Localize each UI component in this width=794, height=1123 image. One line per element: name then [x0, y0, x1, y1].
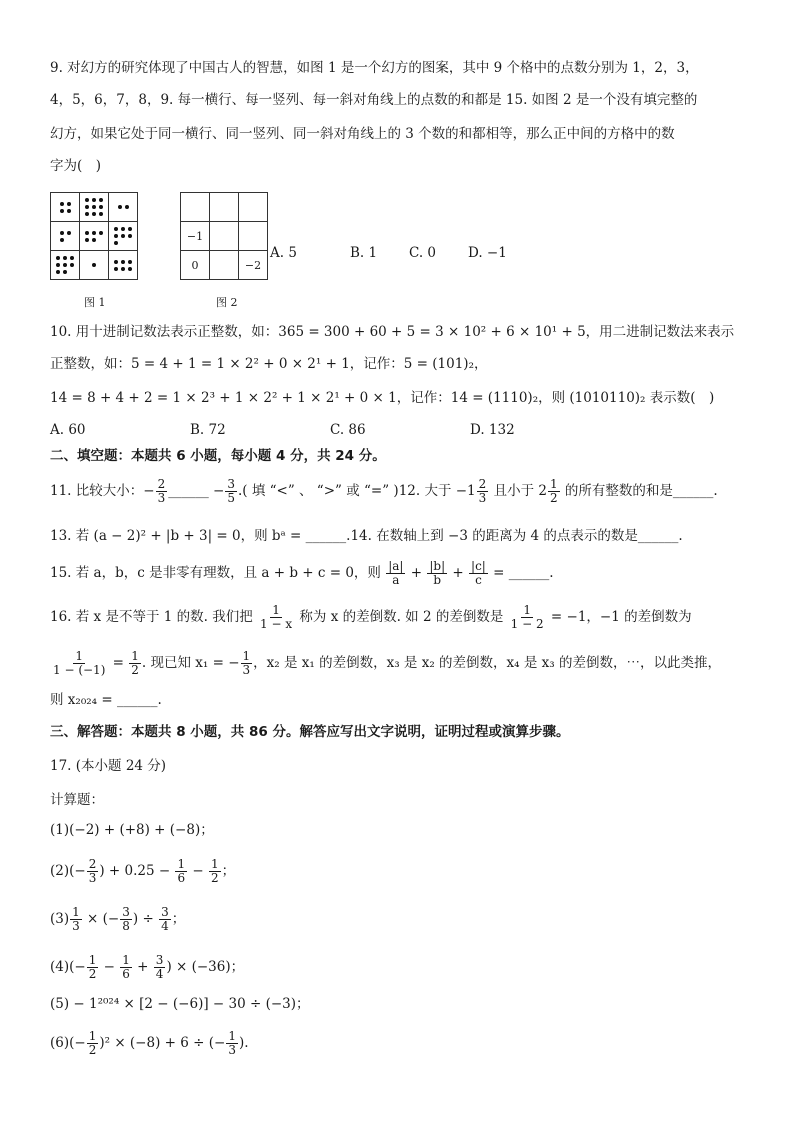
- dot: [114, 234, 118, 238]
- text: −: [188, 863, 209, 879]
- denominator: 4: [155, 967, 164, 981]
- dot-cell: [109, 193, 138, 222]
- number-cell: −2: [239, 251, 268, 280]
- text: −: [99, 959, 120, 975]
- q10-option-c: C. 86: [330, 422, 366, 438]
- dot-group: [109, 227, 137, 245]
- dot: [114, 241, 118, 245]
- q15-line: 15. 若 a，b，c 是非零有理数，且 a + b + c = 0，则 $\frac{|a|}{a}$ + $\frac{|b|}{b}$ + $\frac{|c|}{c}$ = ______.: [50, 559, 554, 587]
- q15-fraction-b: [427, 560, 447, 587]
- numerator: 1: [72, 905, 80, 919]
- q12-prefix: 12. 大于 −1: [398, 483, 476, 499]
- denominator: 1 − (−1): [53, 663, 106, 677]
- numerator: 1: [122, 953, 130, 967]
- q15-suffix: = ______.: [488, 565, 554, 581]
- dot-group: [80, 263, 108, 267]
- text: ；: [171, 911, 186, 927]
- magic-square-row: [181, 222, 268, 251]
- dot: [67, 209, 71, 213]
- numerator: 1: [75, 649, 83, 663]
- figure-2-magic-square: [180, 192, 268, 280]
- text: (6)(−: [50, 1035, 86, 1051]
- dot-group: [51, 202, 79, 213]
- dot: [99, 198, 103, 202]
- dot: [56, 256, 60, 260]
- dot: [128, 260, 132, 264]
- fraction: [87, 954, 99, 981]
- q11-mid: ______ −: [168, 483, 225, 499]
- denominator: 2: [131, 663, 139, 677]
- magic-square-row: [51, 222, 138, 251]
- dot: [99, 231, 103, 235]
- dot: [60, 209, 64, 213]
- denominator: 3: [228, 1043, 236, 1057]
- dot: [63, 256, 67, 260]
- dot: [70, 256, 74, 260]
- numerator: 1: [211, 857, 219, 871]
- q17-part-1: (1)(−2) + (+8) + (−8)；: [50, 822, 214, 838]
- number-cell: 0: [181, 251, 210, 280]
- numerator: |b|: [429, 559, 446, 573]
- dot: [85, 231, 89, 235]
- q17-title: 17. (本小题 24 分): [50, 758, 167, 774]
- dot: [121, 227, 125, 231]
- denominator: 2: [549, 491, 558, 505]
- text: × (−: [82, 911, 120, 927]
- q12-fraction-1: [477, 478, 489, 505]
- section-3-heading: 三、解答题：本题共 8 小题，共 86 分。解答应写出文字说明，证明过程或演算步骤。: [50, 724, 570, 740]
- dot: [60, 202, 64, 206]
- q17-part-6: [50, 1030, 249, 1057]
- dot: [99, 212, 103, 216]
- q9-option-c: C. 0: [409, 245, 437, 261]
- dot-cell: [80, 222, 109, 251]
- dot: [125, 205, 129, 209]
- dot: [85, 212, 89, 216]
- q16-fraction-neg1: [51, 650, 107, 677]
- q9-option-d: D. −1: [468, 245, 507, 261]
- fraction: [159, 906, 171, 933]
- dot-cell: [51, 251, 80, 280]
- dot: [121, 267, 125, 271]
- q17-part-3: [50, 906, 185, 933]
- dot-cell: [80, 193, 109, 222]
- numerator: 1: [523, 603, 531, 617]
- denominator: 4: [161, 919, 169, 933]
- number-cell: [210, 251, 239, 280]
- q16-line1: [50, 604, 692, 631]
- q11-fraction-1: [156, 478, 168, 505]
- dot: [114, 260, 118, 264]
- numerator: 3: [155, 953, 164, 967]
- figure-2-caption: 图 2: [216, 296, 238, 309]
- denominator: 8: [122, 919, 130, 933]
- text: +: [132, 959, 153, 975]
- dot-cell: [80, 251, 109, 280]
- dot-group: [109, 205, 137, 209]
- dot: [92, 231, 96, 235]
- numerator: 1: [549, 477, 558, 491]
- dot: [128, 267, 132, 271]
- q16-line2: [50, 650, 721, 677]
- fraction: [70, 906, 82, 933]
- text: ) ÷: [132, 911, 159, 927]
- q9-line1: 9. 对幻方的研究体现了中国古人的智慧，如图 1 是一个幻方的图案，其中 9 个格中的点数分别为 1，2，3，: [50, 60, 699, 76]
- q17-part-4: [50, 954, 244, 981]
- numerator: 2: [157, 477, 166, 491]
- dot: [60, 231, 64, 235]
- q13-q14-line: [50, 526, 683, 546]
- dot: [63, 263, 67, 267]
- q9-option-a: A. 5: [270, 245, 297, 261]
- dot-cell: [109, 222, 138, 251]
- figure-1-magic-square: [50, 192, 138, 280]
- q11-suffix: .( 填 “<” 、 “>” 或 “=” ): [237, 483, 399, 499]
- denominator: 5: [227, 491, 235, 505]
- denominator: 1 − x: [260, 617, 293, 631]
- q16-fraction-reciprocal: [258, 604, 294, 631]
- q10-option-b: B. 72: [190, 422, 226, 438]
- text: ) + 0.25 −: [99, 863, 175, 879]
- dot: [85, 238, 89, 242]
- dot: [114, 267, 118, 271]
- q16-fraction-example: [509, 604, 546, 631]
- dot: [85, 198, 89, 202]
- dot: [92, 263, 96, 267]
- q10-line2: 正整数，如：5 = 4 + 1 = 1 × 2² + 0 × 2¹ + 1，记作：5 = (101)₂，: [50, 356, 488, 372]
- numerator: 3: [227, 477, 235, 491]
- numerator: 2: [88, 857, 97, 871]
- numerator: 1: [242, 649, 251, 663]
- q16-text-eq: =: [108, 655, 129, 671]
- dot: [118, 205, 122, 209]
- text: )² × (−8) + 6 ÷ (−: [99, 1035, 226, 1051]
- fraction: [226, 1030, 238, 1057]
- numerator: 3: [122, 905, 130, 919]
- magic-square-row: [181, 193, 268, 222]
- denominator: 3: [157, 491, 166, 505]
- number-cell: [239, 193, 268, 222]
- dot: [92, 238, 96, 242]
- dot: [114, 227, 118, 231]
- magic-square-row: [51, 251, 138, 280]
- denominator: 2: [88, 967, 97, 981]
- denominator: 3: [242, 663, 251, 677]
- denominator: 3: [72, 919, 80, 933]
- dot: [92, 198, 96, 202]
- text: (3): [50, 911, 70, 927]
- q16-line3: 则 x₂₀₂₄ = ______.: [50, 692, 162, 708]
- denominator: c: [475, 573, 482, 587]
- dot: [56, 270, 60, 274]
- denominator: 6: [122, 967, 130, 981]
- section-2-heading: 二、填空题：本题共 6 小题，每小题 4 分，共 24 分。: [50, 448, 386, 464]
- fraction: [154, 954, 166, 981]
- denominator: 2: [88, 1043, 97, 1057]
- dot: [92, 205, 96, 209]
- dot: [60, 238, 64, 242]
- number-cell: [210, 222, 239, 251]
- numerator: 1: [228, 1029, 236, 1043]
- dot-cell: [109, 251, 138, 280]
- denominator: b: [433, 573, 442, 587]
- denominator: 2: [211, 871, 219, 885]
- magic-square-row: [51, 193, 138, 222]
- q17-subtitle: 计算题：: [50, 792, 104, 808]
- q14-text: 14. 在数轴上到 −3 的距离为 4 的点表示的数是______.: [350, 528, 683, 544]
- dot-group: [51, 256, 79, 274]
- q12-suffix: 的所有整数的和是______.: [560, 483, 718, 499]
- numerator: 2: [478, 477, 487, 491]
- fraction: [120, 954, 132, 981]
- q9-line3: 幻方，如果它处于同一横行、同一竖列、同一斜对角线上的 3 个数的和都相等，那么正中间的方格中的数: [50, 126, 675, 142]
- q15-prefix: 15. 若 a，b，c 是非零有理数，且 a + b + c = 0，则: [50, 565, 386, 581]
- number-cell: [181, 193, 210, 222]
- dot: [121, 234, 125, 238]
- q10-line1: 10. 用十进制记数法表示正整数，如：365 = 300 + 60 + 5 = 3 × 10² + 6 × 10¹ + 5，用二进制记数法来表示: [50, 324, 735, 340]
- dot: [67, 231, 71, 235]
- numerator: |a|: [388, 559, 404, 573]
- dot: [128, 234, 132, 238]
- q15-fraction-a: [386, 560, 405, 587]
- dot-group: [80, 231, 108, 242]
- number-cell: [210, 193, 239, 222]
- denominator: 3: [478, 491, 487, 505]
- q10-line3: 14 = 8 + 4 + 2 = 1 × 2³ + 1 × 2² + 1 × 2¹ + 0 × 1，记作：14 = (1110)₂，则 (1010110)₂ 表示数( ): [50, 390, 715, 406]
- fraction: [120, 906, 132, 933]
- numerator: 1: [131, 649, 139, 663]
- q10-option-d: D. 132: [470, 422, 515, 438]
- text: ).: [238, 1035, 249, 1051]
- denominator: a: [392, 573, 400, 587]
- dot-group: [109, 260, 137, 271]
- q17-part-5: (5) − 1²⁰²⁴ × [2 − (−6)] − 30 ÷ (−3)；: [50, 996, 310, 1012]
- number-cell: [239, 222, 268, 251]
- numerator: |c|: [471, 559, 486, 573]
- numerator: 1: [88, 953, 97, 967]
- q9-option-b: B. 1: [350, 245, 378, 261]
- dot: [63, 270, 67, 274]
- q16-text-a: 16. 若 x 是不等于 1 的数. 我们把: [50, 609, 258, 625]
- dot: [67, 202, 71, 206]
- number-cell: −1: [181, 222, 210, 251]
- fraction: [87, 1030, 99, 1057]
- denominator: 1 − 2: [510, 617, 544, 631]
- figure-1-caption: 图 1: [84, 296, 106, 309]
- q16-fraction-half: [129, 650, 141, 677]
- dot: [92, 212, 96, 216]
- denominator: 3: [88, 871, 97, 885]
- q13-text: 13. 若 (a − 2)² + |b + 3| = 0，则 bᵃ = ______.: [50, 528, 351, 544]
- q11-fraction-2: [225, 478, 237, 505]
- q16-text-c: = −1，−1 的差倒数为: [546, 609, 692, 625]
- text: ；: [221, 863, 236, 879]
- dot: [121, 260, 125, 264]
- q11-prefix: 11. 比较大小：−: [50, 483, 155, 499]
- numerator: 1: [88, 1029, 97, 1043]
- q9-line4: 字为( ): [50, 158, 102, 174]
- q11-q12-line: [50, 478, 718, 505]
- magic-square-row: [181, 251, 268, 280]
- dot: [99, 205, 103, 209]
- q16-text-b: 称为 x 的差倒数. 如 2 的差倒数是: [295, 609, 508, 625]
- dot-group: [51, 231, 79, 242]
- dot-cell: [51, 222, 80, 251]
- numerator: 1: [177, 857, 186, 871]
- numerator: 1: [272, 603, 280, 617]
- dot: [128, 227, 132, 231]
- q17-part-2: [50, 858, 235, 885]
- fraction: [175, 858, 187, 885]
- q12-fraction-2: [548, 478, 560, 505]
- dot-group: [80, 198, 108, 216]
- dot: [70, 263, 74, 267]
- numerator: 3: [161, 905, 169, 919]
- dot-cell: [51, 193, 80, 222]
- q16-fraction-third: [241, 650, 253, 677]
- fraction: [209, 858, 221, 885]
- text: (2)(−: [50, 863, 86, 879]
- q16-text-x1: . 现已知 x₁ = −: [141, 655, 240, 671]
- q16-text-seq: ，x₂ 是 x₁ 的差倒数，x₃ 是 x₂ 的差倒数，x₄ 是 x₃ 的差倒数，⋯，以此类推，: [253, 655, 721, 671]
- q9-line2: 4，5，6，7，8，9. 每一横行、每一竖列、每一斜对角线上的点数的和都是 15. 如图 2 是一个没有填完整的: [50, 92, 698, 108]
- q12-mid: 且小于 2: [489, 483, 547, 499]
- q10-option-a: A. 60: [50, 422, 86, 438]
- q15-fraction-c: [469, 560, 488, 587]
- denominator: 6: [177, 871, 186, 885]
- text: ) × (−36)；: [166, 959, 245, 975]
- dot: [56, 263, 60, 267]
- fraction: [87, 858, 99, 885]
- text: (4)(−: [50, 959, 86, 975]
- dot: [85, 205, 89, 209]
